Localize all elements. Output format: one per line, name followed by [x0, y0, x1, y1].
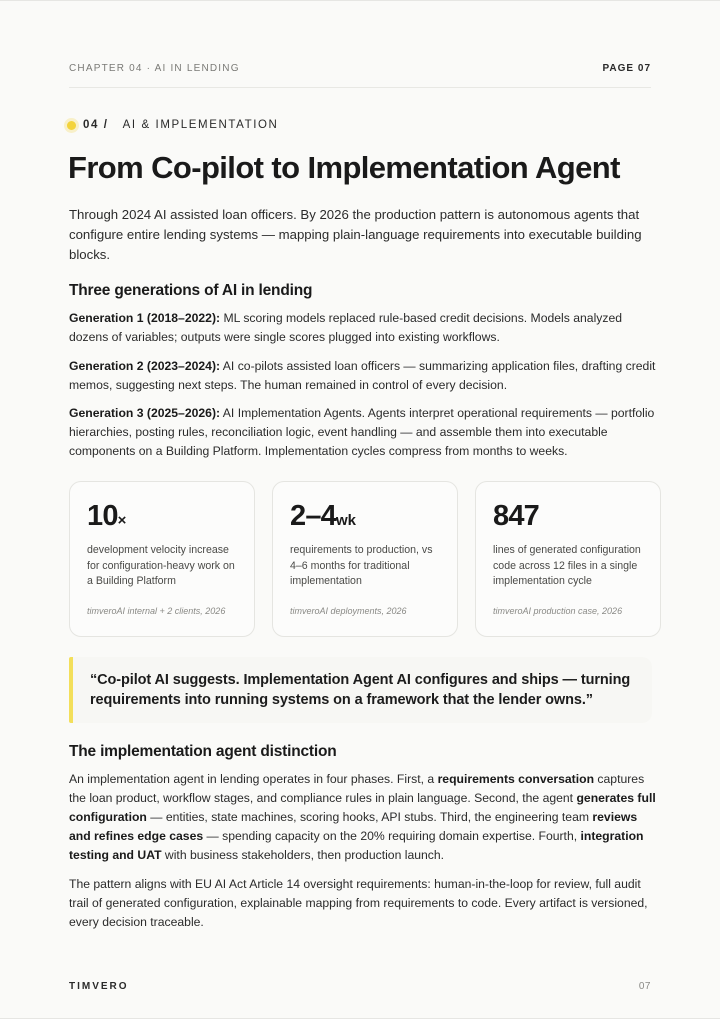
footer-brand: TIMVERO — [69, 981, 129, 992]
oversight-paragraph: The pattern aligns with EU AI Act Article 14 oversight requirements: human-in-the-loop for review, full audit trail of generated configuration, explainable mapping from requirements to code. Every artifact is versioned, every decision traceable. — [69, 877, 648, 929]
stat-source: timveroAI production case, 2026 — [493, 606, 623, 616]
stat-value — [290, 498, 440, 539]
pull-quote: “Co-pilot AI suggests. Implementation Agent AI configures and ships — turning requirements into running systems on a framework that the lender owns.” — [69, 657, 652, 723]
body-text: captures the loan product, workflow stages, and compliance rules in plain language. Second, the agent — [69, 772, 645, 805]
section-heading-distinction: The implementation agent distinction — [69, 743, 337, 760]
generation-2-text: AI co-pilots assisted loan officers — summarizing application files, drafting credit memos, suggesting next steps. The human remained in control of every decision. — [69, 359, 656, 392]
header-divider — [69, 87, 651, 88]
body-text: An implementation agent in lending operates in four phases. First, a — [69, 772, 438, 786]
stat-value — [87, 498, 237, 539]
yellow-dot-icon — [67, 121, 76, 130]
generation-1-label: Generation 1 (2018–2022): — [69, 311, 221, 325]
generation-1-text: ML scoring models replaced rule-based credit decisions. Models analyzed dozens of variables; outputs were single scores plugged into existing workflows. — [69, 311, 623, 344]
stat-number: 847 — [493, 500, 539, 532]
chapter-kicker — [67, 119, 278, 131]
body-text: with business stakeholders, then production launch. — [161, 848, 445, 862]
kicker-label: AI & IMPLEMENTATION — [122, 119, 279, 131]
stat-source: timveroAI internal + 2 clients, 2026 — [87, 606, 226, 616]
emphasis-text: reviews and refines edge cases — [69, 810, 638, 843]
stat-cards — [69, 481, 652, 637]
stat-number: 2–4 — [290, 500, 336, 532]
stat-card-velocity — [69, 481, 255, 637]
footer-page-number: 07 — [638, 981, 651, 992]
generation-1-paragraph — [69, 309, 659, 347]
stat-description: requirements to production, vs 4–6 months for traditional implementation — [290, 544, 433, 587]
stat-unit: × — [117, 512, 127, 529]
generation-3-label: Generation 3 (2025–2026): — [69, 406, 221, 420]
emphasis-text: generates full configuration — [69, 791, 656, 824]
generation-3-paragraph — [69, 404, 659, 461]
generation-2-paragraph — [69, 357, 659, 395]
stat-number: 10 — [87, 500, 118, 532]
stat-description: lines of generated configuration code across 12 files in a single implementation cycle — [493, 544, 641, 587]
stat-source: timveroAI deployments, 2026 — [290, 606, 407, 616]
emphasis-text: integration testing and UAT — [69, 829, 644, 862]
page-title: From Co-pilot to Implementation Agent — [68, 150, 620, 185]
section-heading-generations: Three generations of AI in lending — [69, 282, 313, 299]
lead-paragraph: Through 2024 AI assisted loan officers. By 2026 the production pattern is autonomous agents that configure entire lending systems — mapping plain-language requirements into executable building blocks. — [69, 207, 642, 262]
chapter-label: CHAPTER 04 · AI IN LENDING — [69, 63, 240, 74]
stat-value — [493, 498, 643, 539]
body-text: — entities, state machines, scoring hooks, API stubs. Third, the engineering team — [146, 810, 593, 824]
generation-3-text: AI Implementation Agents. Agents interpret operational requirements — portfolio hierarchies, posting rules, reconciliation logic, event handling — and assemble them into executable components on a Building Platform. Implementation cycles compress from months to weeks. — [69, 406, 655, 458]
generation-2-label: Generation 2 (2023–2024): — [69, 359, 221, 373]
stat-card-timeline — [272, 481, 458, 637]
kicker-number: 04 / — [83, 119, 109, 131]
emphasis-text: requirements conversation — [437, 772, 595, 786]
running-header — [69, 63, 651, 74]
stat-description: development velocity increase for configuration-heavy work on a Building Platform — [87, 544, 235, 587]
stat-unit: wk — [336, 512, 357, 529]
stat-card-lines — [475, 481, 661, 637]
page-label: PAGE 07 — [602, 63, 651, 74]
body-text: — spending capacity on the 20% requiring domain expertise. Fourth, — [203, 829, 581, 843]
phases-paragraph — [69, 770, 659, 865]
